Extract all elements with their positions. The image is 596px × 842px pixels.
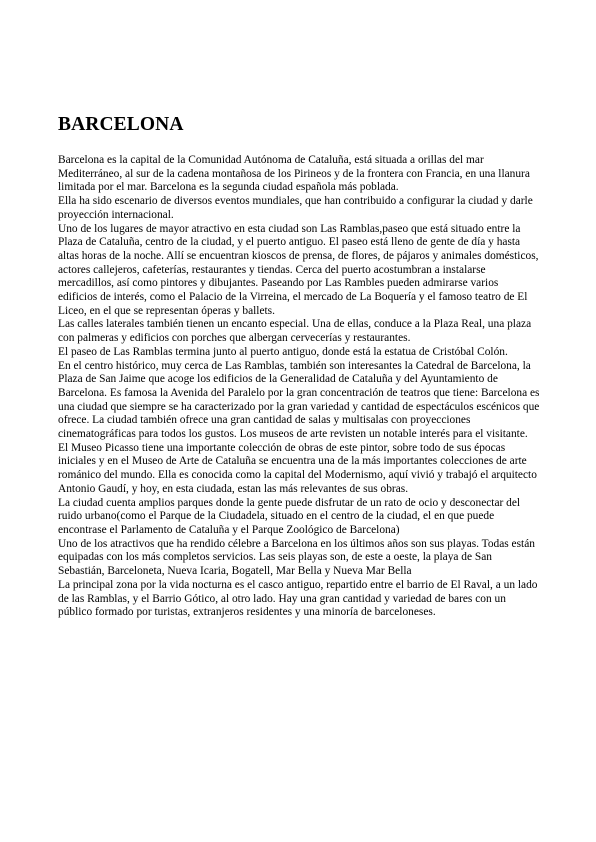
paragraph-beaches: Uno de los atractivos que ha rendido célebre a Barcelona en los últimos años son sus playas. Todas están equipadas con los más completos servicios. Las seis playas son, de este a oeste, la playa de San Sebastián, Barceloneta, Nueva Icaria, Bogatell, Mar Bella y Nueva Mar Bella — [58, 537, 535, 578]
paragraph-events: Ella ha sido escenario de diversos eventos mundiales, que han contribuido a configurar la ciudad y darle proyección internacional. — [58, 195, 533, 221]
document-page — [58, 114, 540, 620]
paragraph-historic-center: En el centro histórico, muy cerca de Las Ramblas, también son interesantes la Catedral de Barcelona, la Plaza de San Jaime que acoge los edificios de la Generalidad de Cataluña y del Ayuntamiento de Barcelona. Es famosa la Avenida del Paralelo por la gran concentración de teatros que tiene: Barcelona es una ciudad que siempre se ha caracterizado por la gran variedad y cantidad de espectáculos escénicos que ofrece. La ciudad también ofrece una gran cantidad de salas y multisalas con proyecciones cinematográficas para todos los gustos. Los museos de arte revisten un notable interés para el visitante. El Museo Picasso tiene una importante colección de obras de este pintor, sobre todo de sus épocas iniciales y en el Museo de Arte de Cataluña se encuentra una de la más importantes colecciones de arte románico del mundo. Ella es conocida como la capital del Modernismo, aquí vivió y trabajó el arquitecto Antonio Gaudí, y hoy, en esta ciudada, estan las más relevantes de sus obras. — [58, 359, 540, 495]
page-title: BARCELONA — [58, 114, 184, 135]
paragraph-ramblas: Uno de los lugares de mayor atractivo en esta ciudad son Las Ramblas,paseo que está situado entre la Plaza de Cataluña, centro de la ciudad, y el puerto antiguo. El paseo está lleno de gente de día y hasta altas horas de la noche. Allí se encuentran kioscos de prensa, de flores, de pájaros y animales domésticos, actores callejeros, cafeterías, restaurantes y tiendas. Cerca del puerto acostumbran a instalarse mercadillos, así como pintores y dibujantes. Paseando por Las Rambles pueden admirarse varios edificios de interés, como el Palacio de la Virreina, el mercado de La Boquería y el famoso teatro de El Liceo, en el que se representan óperas y ballets. — [58, 222, 539, 317]
paragraph-colon: El paseo de Las Ramblas termina junto al puerto antiguo, donde está la estatua de Cristóbal Colón. — [58, 345, 508, 358]
paragraph-intro: Barcelona es la capital de la Comunidad Autónoma de Cataluña, está situada a orillas del mar Mediterráneo, al sur de la cadena montañosa de los Pirineos y de la frontera con Francia, en una llanura limitada por el mar. Barcelona es la segunda ciudad española más poblada. — [58, 154, 530, 194]
paragraph-nightlife: La principal zona por la vida nocturna es el casco antiguo, repartido entre el barrio de El Raval, a un lado de las Ramblas, y el Barrio Gótico, al otro lado. Hay una gran cantidad y variedad de bares con un público formado por turistas, extranjeros residentes y una minoría de barceloneses. — [58, 578, 538, 619]
document-body — [58, 154, 540, 620]
paragraph-parks: La ciudad cuenta amplios parques donde la gente puede disfrutar de un rato de ocio y desconectar del ruido urbano(como el Parque de la Ciudadela, situado en el centro de la ciudad, el en que puede encontrase el Parlamento de Cataluña y el Parque Zoológico de Barcelona) — [58, 496, 521, 536]
paragraph-side-streets: Las calles laterales también tienen un encanto especial. Una de ellas, conduce a la Plaza Real, una plaza con palmeras y edificios con porches que albergan cervecerías y restaurantes. — [58, 318, 532, 345]
